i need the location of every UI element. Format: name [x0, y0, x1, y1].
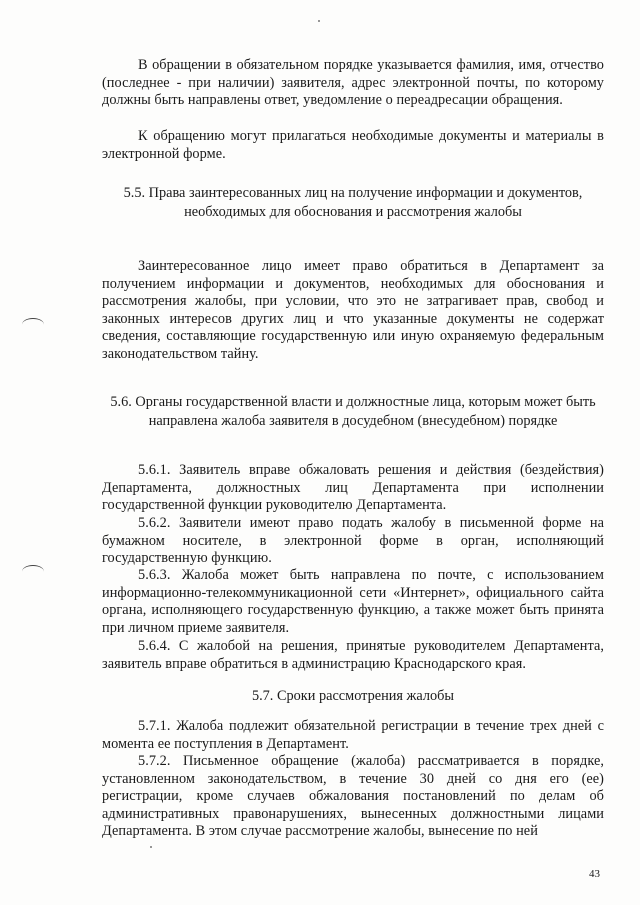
scan-speck: [150, 846, 152, 848]
paragraph-5-6-3: 5.6.3. Жалоба может быть направлена по почте, с использованием информационно-телекоммуникационной сети «Интернет», официального сайта органа, исполняющего государственную функцию, а также может быть принята при личном приеме заявителя.: [102, 567, 604, 636]
section-heading-5-5: 5.5. Права заинтересованных лиц на получение информации и документов, необходимых для обоснования и рассмотрения жалобы: [123, 185, 583, 220]
paragraph-5-7-1: 5.7.1. Жалоба подлежит обязательной регистрации в течение трех дней с момента ее поступления в Департамент.: [102, 718, 604, 752]
section-heading-5-6: 5.6. Органы государственной власти и должностные лица, которым может быть направлена жалоба заявителя в досудебном (внесудебном) порядке: [110, 394, 596, 429]
margin-mark: [22, 318, 44, 331]
paragraph-5-6-2: 5.6.2. Заявители имеют право подать жалобу в письменной форме на бумажном носителе, в электронной форме в орган, исполняющий государственную функцию.: [102, 515, 604, 567]
paragraph-5-6-1: 5.6.1. Заявитель вправе обжаловать решения и действия (бездействия) Департамента, должностных лиц Департамента при исполнении государственной функции руководителю Департамента.: [102, 462, 604, 514]
page-number: 43: [589, 868, 600, 880]
section-heading-5-7: 5.7. Сроки рассмотрения жалобы: [251, 688, 455, 704]
paragraph-attachments: К обращению могут прилагаться необходимые документы и материалы в электронной форме.: [102, 128, 604, 162]
paragraph-5-6-4: 5.6.4. С жалобой на решения, принятые руководителем Департамента, заявитель вправе обратиться в администрацию Краснодарского края.: [102, 638, 604, 672]
paragraph-appeal-requirements: В обращении в обязательном порядке указывается фамилия, имя, отчество (последнее - при наличии) заявителя, адрес электронной почты, по которому должны быть направлены ответ, уведомление о переадресации обращения.: [102, 57, 604, 109]
margin-mark: [22, 565, 44, 578]
scan-speck: [318, 20, 320, 22]
paragraph-5-7-2: 5.7.2. Письменное обращение (жалоба) рассматривается в порядке, установленном законодательством, в течение 30 дней со дня его (ее) регистрации, кроме случаев обжалования постановлений по делам об административных правонарушениях, вынесенных должностными лицами Департамента. В этом случае рассмотрение жалобы, вынесение по ней: [102, 753, 604, 840]
paragraph-right-to-information: Заинтересованное лицо имеет право обратиться в Департамент за получением информации и документов, необходимых для обоснования и рассмотрения жалобы, при условии, что это не затрагивает прав, свобод и законных интересов других лиц и что указанные документы не содержат сведения, составляющие государственную или иную охраняемую федеральным законодательством тайну.: [102, 258, 604, 362]
